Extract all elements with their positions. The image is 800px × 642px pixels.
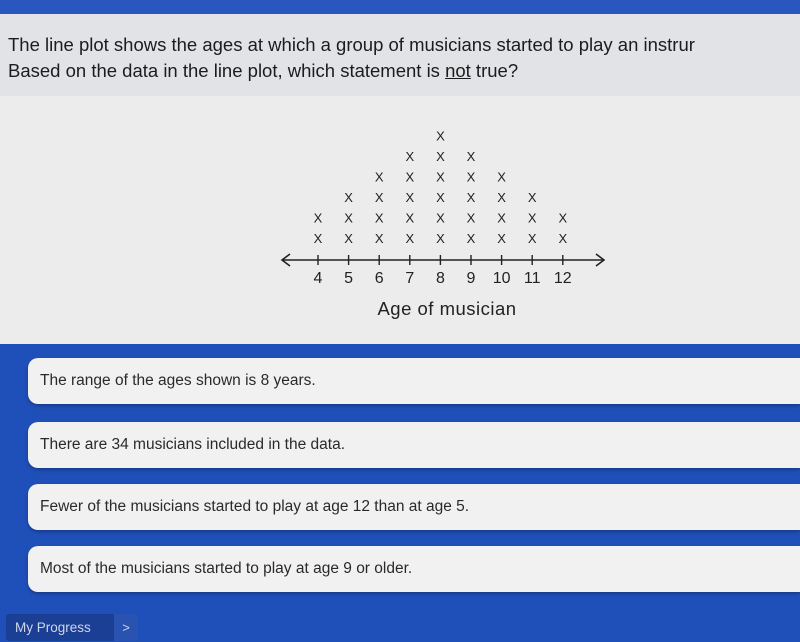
x-tick-label: 7 <box>405 270 415 287</box>
x-mark: X <box>497 169 506 185</box>
line-plot <box>0 96 800 344</box>
x-mark: X <box>497 210 506 226</box>
x-mark: X <box>436 169 445 185</box>
x-mark: X <box>466 190 476 205</box>
x-tick-label: 9 <box>466 270 476 287</box>
top-strip <box>0 0 800 14</box>
x-mark: X <box>466 149 476 164</box>
x-mark: X <box>405 149 415 164</box>
answer-choice-3-label: Fewer of the musicians started to play at age 12 than at age 5. <box>40 498 470 515</box>
x-mark: X <box>466 231 476 246</box>
x-mark: X <box>436 190 445 205</box>
question-header <box>0 14 800 96</box>
answer-choice-1[interactable] <box>28 358 800 404</box>
x-mark: X <box>374 210 384 226</box>
x-mark: X <box>405 231 415 246</box>
x-mark: X <box>374 231 384 246</box>
x-mark: X <box>405 169 415 185</box>
answer-choice-4[interactable] <box>28 546 800 592</box>
answer-choice-3[interactable] <box>28 484 800 530</box>
my-progress-button[interactable] <box>6 614 138 641</box>
x-mark: X <box>313 210 323 226</box>
x-mark: X <box>436 231 445 246</box>
x-tick-label: 5 <box>344 270 354 287</box>
x-mark: X <box>466 169 476 185</box>
x-mark: X <box>344 210 353 226</box>
my-progress-label: My Progress <box>15 620 91 635</box>
x-mark: X <box>558 210 568 226</box>
x-mark: X <box>313 231 323 246</box>
chevron-right-icon: > <box>114 614 138 641</box>
question-line2-end: true? <box>470 60 519 81</box>
x-mark: X <box>374 169 384 185</box>
x-tick-label: 4 <box>313 270 323 287</box>
x-mark: X <box>466 210 476 226</box>
answer-choice-2-label: There are 34 musicians included in the data. <box>40 436 346 453</box>
x-mark: X <box>527 231 537 246</box>
x-tick-label: 6 <box>374 270 384 287</box>
question-emphasis: not <box>445 60 471 81</box>
x-mark: X <box>405 210 415 226</box>
x-mark: X <box>527 210 537 226</box>
x-tick-label: 12 <box>553 270 572 287</box>
answer-choice-2[interactable] <box>28 422 800 468</box>
x-mark: X <box>558 231 568 246</box>
answer-choice-4-label: Most of the musicians started to play at age 9 or older. <box>40 560 413 577</box>
x-mark: X <box>527 190 537 205</box>
question-card <box>0 14 800 344</box>
x-mark: X <box>436 210 445 226</box>
question-text <box>8 32 695 84</box>
x-mark: X <box>344 190 353 205</box>
question-line2-start: Based on the data in the line plot, which statement is <box>8 60 446 81</box>
x-tick-label: 11 <box>523 270 541 287</box>
x-mark: X <box>405 190 415 205</box>
x-mark: X <box>497 231 506 246</box>
x-axis-label: Age of musician <box>377 298 517 319</box>
x-mark: X <box>436 128 445 144</box>
x-mark: X <box>374 190 384 205</box>
x-mark: X <box>497 190 506 205</box>
x-tick-label: 10 <box>492 270 511 287</box>
answer-choice-1-label: The range of the ages shown is 8 years. <box>40 372 316 389</box>
question-line1: The line plot shows the ages at which a group of musicians started to play an instrur <box>8 34 695 55</box>
x-mark: X <box>344 231 353 246</box>
x-mark: X <box>436 149 445 164</box>
x-tick-label: 8 <box>435 270 445 287</box>
